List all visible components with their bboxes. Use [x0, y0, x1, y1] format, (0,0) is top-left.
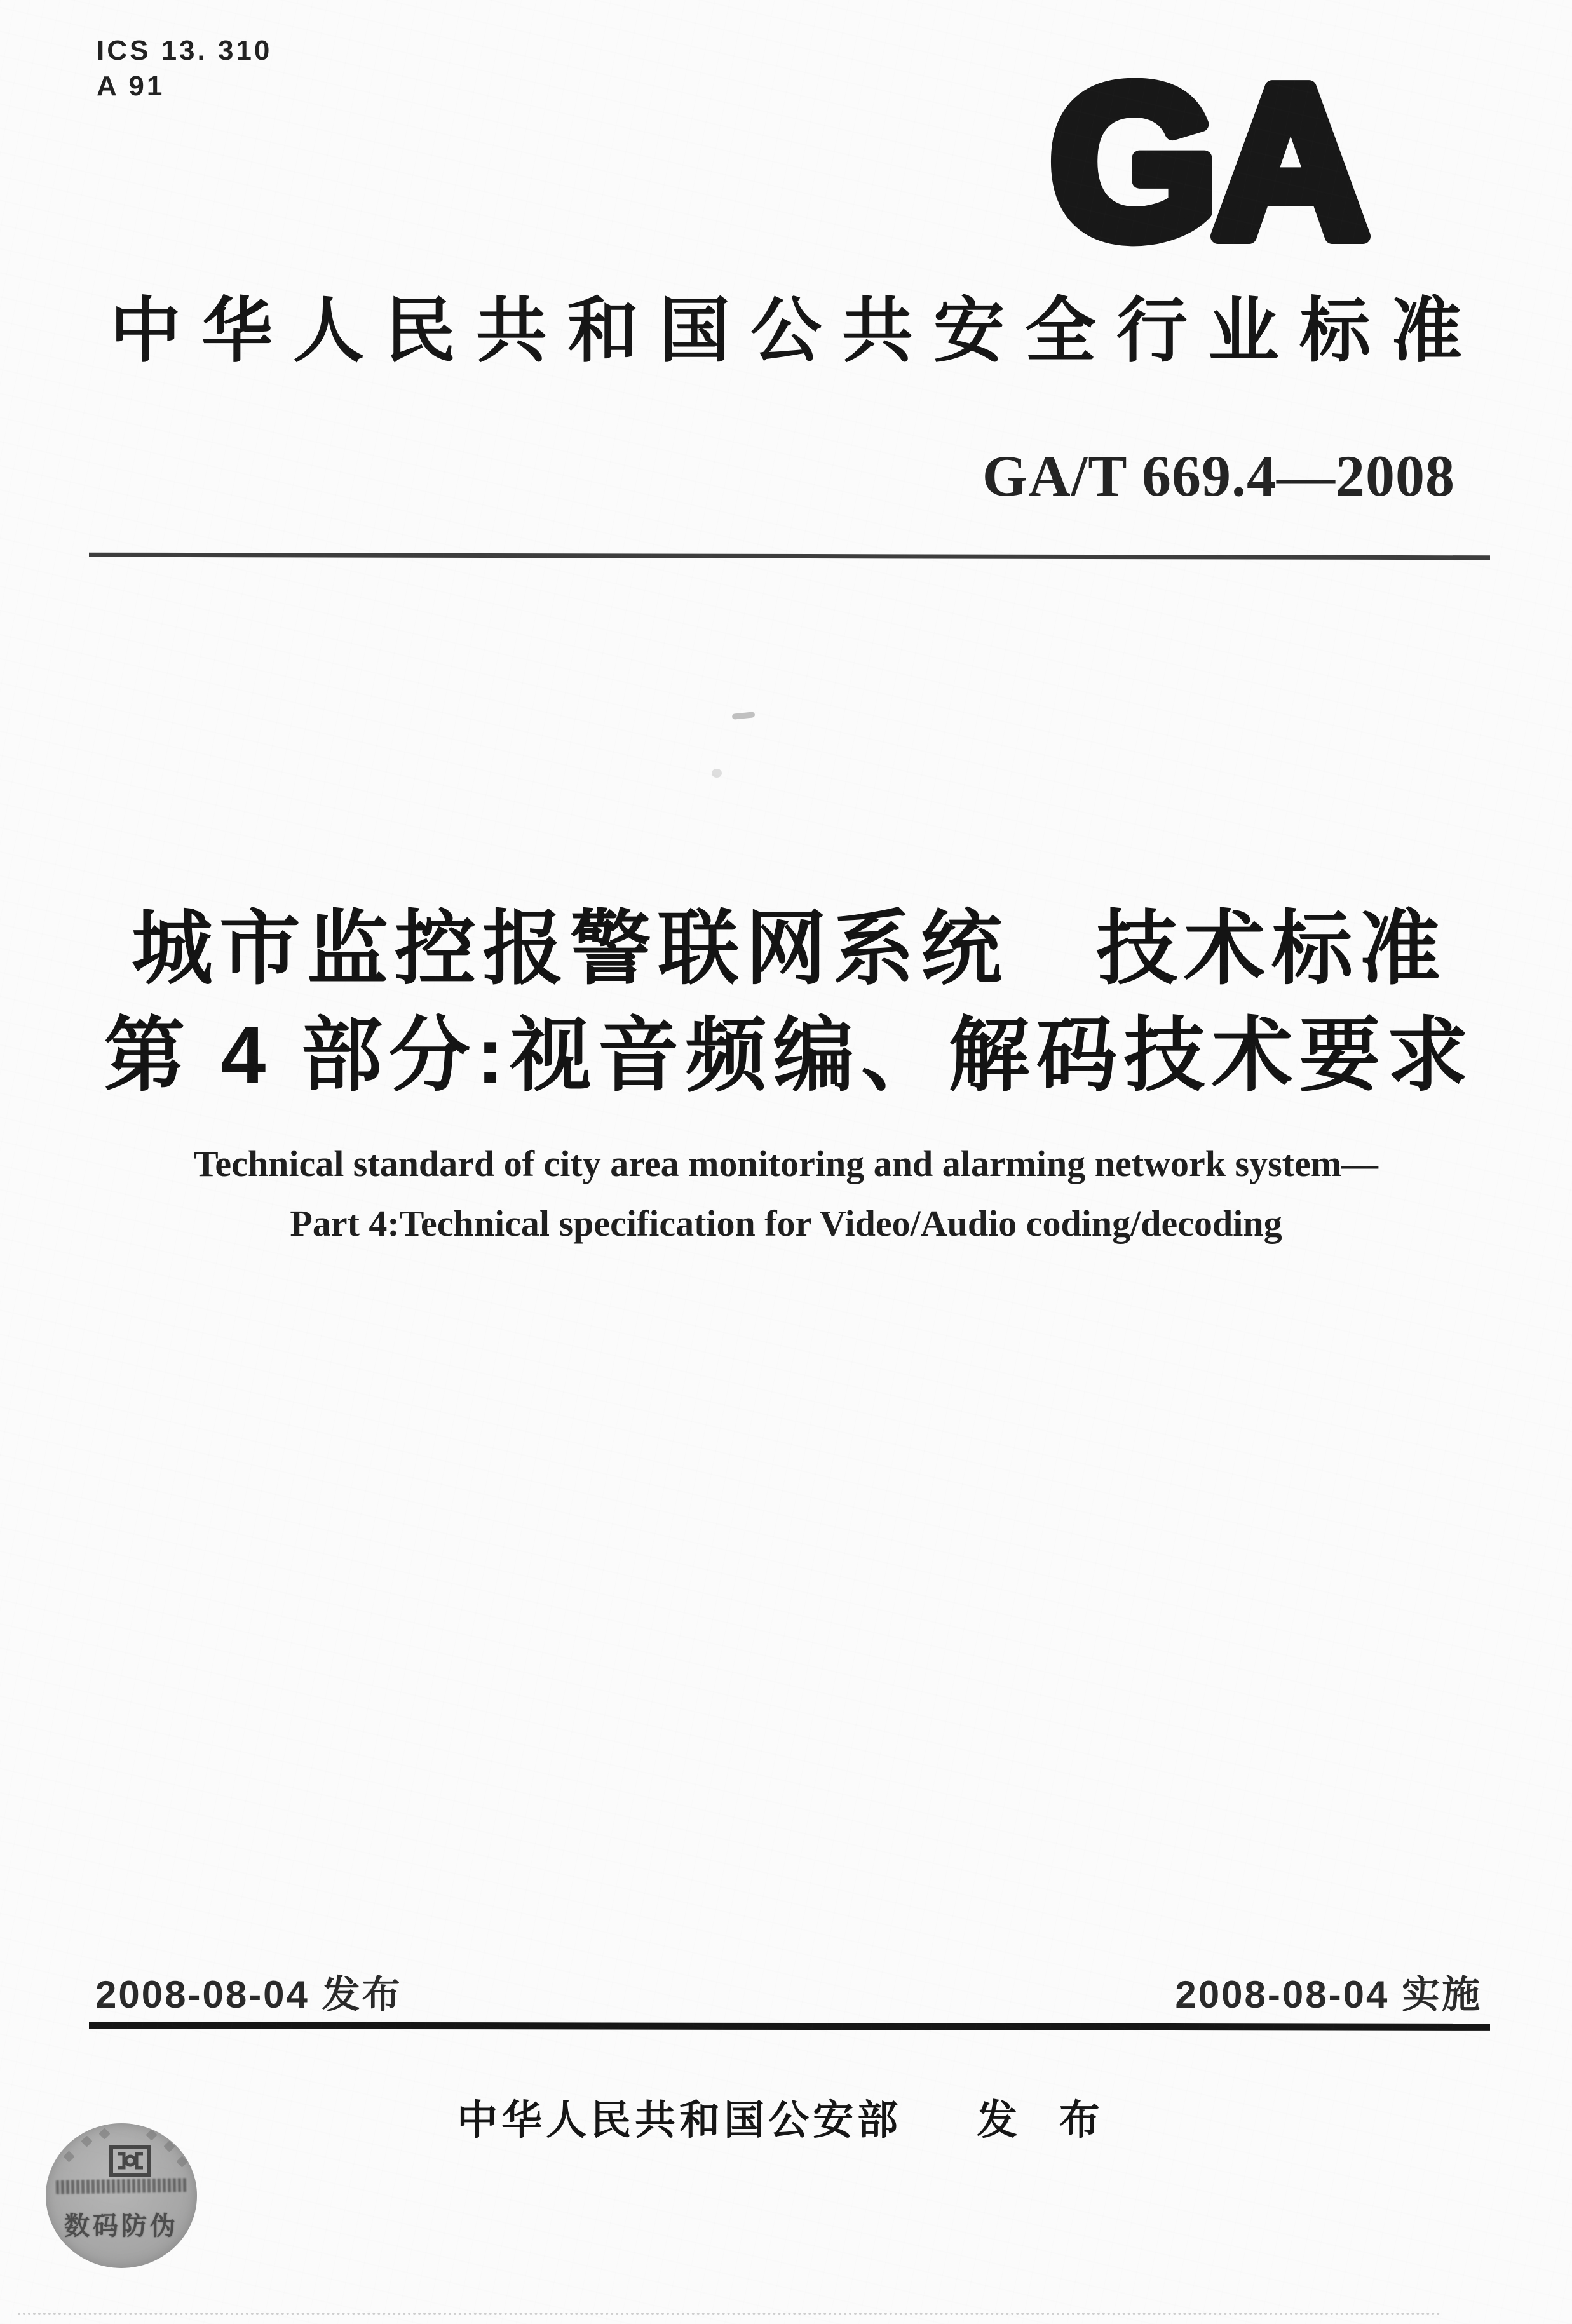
ga-logo: [1026, 47, 1388, 250]
header-divider: [89, 553, 1490, 560]
ga-logo-text: GA: [1050, 47, 1364, 250]
anti-counterfeit-seal: [46, 2123, 197, 2268]
publisher-row: [0, 2088, 1572, 2146]
doc-title-line2: 第 4 部分:视音频编、解码技术要求: [104, 1010, 1475, 1101]
scan-smudge: [712, 769, 722, 778]
doc-title-en-line1: Technical standard of city area monitoring and alarming network system—: [193, 1143, 1379, 1184]
classification-code: A 91: [97, 71, 165, 102]
seal-press-logo-icon: [109, 2145, 151, 2177]
standard-number: GA/T 669.4—2008: [982, 443, 1455, 508]
implement-date: 2008-08-04 实施: [1175, 1973, 1482, 2016]
seal-caption: 数码防伪: [64, 2212, 179, 2240]
org-heading: 中华人民共和国公共安全行业标准: [110, 291, 1482, 370]
footer-divider: [89, 2022, 1490, 2031]
doc-title-line1: 城市监控报警联网系统 技术标准: [131, 903, 1447, 994]
publish-label: 发 布: [977, 2097, 1115, 2143]
ics-block: [97, 33, 272, 104]
publisher-name: 中华人民共和国公安部: [457, 2097, 902, 2143]
scan-artifact-line: [18, 2313, 1441, 2315]
scan-smudge: [732, 712, 756, 720]
seal-microtext-band: [56, 2178, 187, 2194]
doc-title-en-line2: Part 4:Technical specification for Video/Audio coding/decoding: [290, 1203, 1282, 1244]
ics-code: ICS 13. 310: [97, 35, 273, 66]
release-date: 2008-08-04 发布: [95, 1973, 402, 2016]
ga-logo-icon: [1026, 47, 1388, 250]
